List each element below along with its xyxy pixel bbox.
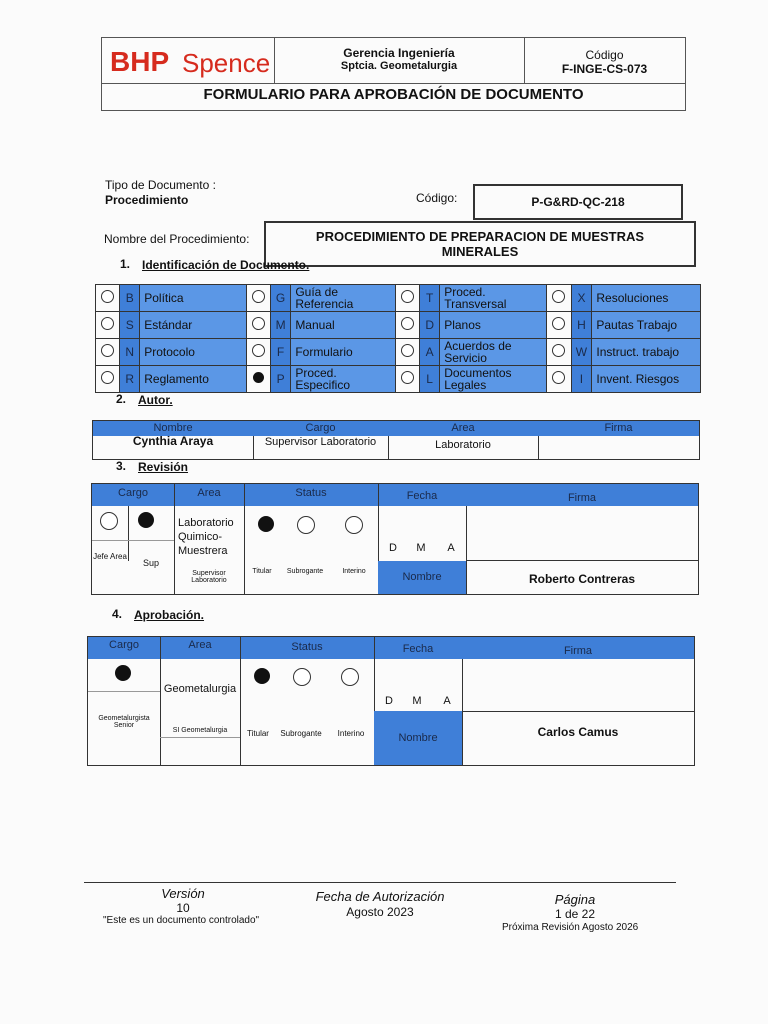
author-cargo: Supervisor Laboratorio [264,436,377,448]
rev-status-subrogante-radio[interactable] [297,516,315,534]
identification-label: Acuerdos de Servicio [440,339,547,366]
codigo-label: Código: [416,191,458,205]
identification-radio-cell[interactable] [246,339,270,366]
revision-table [91,483,699,595]
footer-controlled: "Este es un documento controlado" [103,915,260,926]
rev-hdr-fecha: Fecha [406,490,438,502]
form-header [101,37,686,111]
apr-hdr-firma: Firma [563,645,593,657]
rev-area-small: Supervisor Laboratorio [191,570,227,584]
identification-code: A [420,339,440,366]
identification-code: L [420,366,440,393]
rev-area-value: Laboratorio Quimico-Muestrera [178,517,234,557]
radio-empty-icon[interactable] [101,317,114,330]
identification-code: H [571,312,592,339]
section2-title: Autor. [138,393,173,407]
identification-radio-cell[interactable] [547,339,571,366]
author-name: Cynthia Araya [132,434,214,448]
section1-number: 1. [120,257,131,271]
identification-code: R [120,366,140,393]
identification-label: Invent. Riesgos [592,366,701,393]
identification-radio-cell[interactable] [547,312,571,339]
radio-empty-icon[interactable] [401,371,414,384]
apr-status-interino-radio[interactable] [341,668,359,686]
identification-radio-cell[interactable] [96,366,120,393]
radio-empty-icon[interactable] [252,344,265,357]
apr-fecha-d: D [385,695,393,707]
section2-number: 2. [116,392,127,406]
rev-status-titular: Titular [252,568,272,575]
radio-empty-icon[interactable] [552,290,565,303]
identification-label: Manual [291,312,396,339]
author-hdr-firma: Firma [604,422,633,434]
identification-label: Reglamento [140,366,246,393]
rev-cargo-radio-jefe[interactable] [100,512,118,530]
identification-code: G [270,285,290,312]
apr-area-small: SI Geometalurgia [172,727,228,734]
identification-label: Instruct. trabajo [592,339,701,366]
radio-empty-icon[interactable] [252,317,265,330]
apr-hdr-fecha: Fecha [402,643,434,655]
identification-code: T [420,285,440,312]
rev-hdr-firma: Firma [567,492,597,504]
dept-line2: Sptcia. Geometalurgia [340,60,458,72]
codigo-value: P-G&RD-QC-218 [473,184,683,220]
identification-label: Formulario [291,339,396,366]
footer-fecha-value: Agosto 2023 [346,905,414,919]
brand-logo [102,38,275,83]
identification-code: I [571,366,592,393]
author-area: Laboratorio [435,439,491,451]
header-divider [102,83,685,84]
radio-empty-icon[interactable] [401,344,414,357]
radio-empty-icon[interactable] [401,290,414,303]
identification-radio-cell[interactable] [96,285,120,312]
radio-empty-icon[interactable] [101,290,114,303]
identification-label: Protocolo [140,339,246,366]
identification-radio-cell[interactable] [395,366,419,393]
section3-number: 3. [116,459,127,473]
apr-status-titular-radio[interactable] [254,668,270,684]
identification-code: F [270,339,290,366]
identification-code: S [120,312,140,339]
nombre-value-box [264,221,696,267]
identification-radio-cell[interactable] [395,285,419,312]
rev-hdr-area: Area [197,487,221,499]
apr-hdr-status: Status [291,641,323,653]
identification-row [96,285,701,312]
apr-nombre-label: Nombre [374,711,462,765]
tipo-value: Procedimiento [105,193,189,207]
identification-row [96,366,701,393]
radio-empty-icon[interactable] [101,344,114,357]
approval-table [87,636,695,766]
apr-cargo-radio[interactable] [115,665,131,681]
radio-empty-icon[interactable] [101,371,114,384]
footer-pagina-value: 1 de 22 [554,907,596,921]
identification-radio-cell[interactable] [547,285,571,312]
radio-selected-icon[interactable] [253,372,264,383]
nombre-label: Nombre del Procedimiento: [104,232,250,246]
author-hdr-cargo: Cargo [305,422,336,434]
footer-fecha-label: Fecha de Autorización [315,889,445,904]
apr-status-subrogante: Subrogante [280,729,322,738]
rev-cargo-sup-label: Sup [142,558,159,568]
nombre-value-line1: PROCEDIMIENTO DE PREPARACION DE MUESTRAS [315,229,645,244]
footer-next-review: Próxima Revisión Agosto 2026 [502,922,639,933]
brand-main: BHP [110,46,170,77]
section4-title: Aprobación. [134,608,205,622]
identification-label: Estándar [140,312,246,339]
identification-radio-cell[interactable] [395,339,419,366]
rev-status-interino-radio[interactable] [345,516,363,534]
identification-radio-cell[interactable] [547,366,571,393]
rev-cargo-radio-sup[interactable] [138,512,154,528]
apr-cargo-value: Geometalurgista Senior [98,715,150,729]
identification-label: Resoluciones [592,285,701,312]
section4-number: 4. [112,607,123,621]
identification-row [96,339,701,366]
identification-label: Documentos Legales [440,366,547,393]
identification-radio-cell[interactable] [96,312,120,339]
section1-title: Identificación de Documento. [142,258,310,272]
identification-label: Proced. Especifico [291,366,396,393]
radio-empty-icon[interactable] [252,290,265,303]
radio-empty-icon[interactable] [401,317,414,330]
identification-radio-cell[interactable] [395,312,419,339]
code-value: F-INGE-CS-073 [561,62,648,76]
rev-cargo-jefe-label: Jefe Area [93,552,127,561]
footer-pagina-label: Página [554,892,596,907]
section3-title: Revisión [138,460,189,474]
apr-status-interino: Interino [337,729,365,738]
identification-radio-cell[interactable] [246,366,270,393]
identification-label: Proced. Transversal [440,285,547,312]
footer-version-value: 10 [176,901,190,915]
nombre-value-line2: MINERALES [441,244,519,259]
rev-fecha-a: A [447,542,455,554]
identification-radio-cell[interactable] [246,285,270,312]
identification-code: B [120,285,140,312]
rev-hdr-cargo: Cargo [118,487,148,499]
identification-label: Planos [440,312,547,339]
identification-radio-cell[interactable] [246,312,270,339]
author-table [92,420,700,460]
tipo-label: Tipo de Documento : [105,178,216,192]
footer-version-label: Versión [161,886,205,901]
rev-status-titular-radio[interactable] [258,516,274,532]
identification-row [96,312,701,339]
rev-status-subrogante: Subrogante [286,568,324,575]
apr-status-subrogante-radio[interactable] [293,668,311,686]
code-label: Código [585,48,624,62]
author-hdr-nombre: Nombre [153,422,193,434]
rev-nombre-value: Roberto Contreras [528,572,635,586]
apr-area-value: Geometalurgia [163,683,237,695]
rev-fecha-d: D [389,542,397,554]
footer-rule [84,882,676,883]
identification-radio-cell[interactable] [96,339,120,366]
dept-line1: Gerencia Ingeniería [343,46,455,60]
identification-table [95,284,701,393]
radio-empty-icon[interactable] [552,371,565,384]
brand-sub: Spence [182,48,271,78]
author-hdr-area: Area [451,422,475,434]
form-title: FORMULARIO PARA APROBACIÓN DE DOCUMENTO [203,86,584,103]
department-cell [274,38,525,83]
apr-fecha-a: A [443,695,451,707]
rev-hdr-status: Status [295,487,327,499]
identification-code: P [270,366,290,393]
identification-code: X [571,285,592,312]
rev-nombre-label: Nombre [378,561,466,594]
radio-empty-icon[interactable] [552,317,565,330]
apr-hdr-cargo: Cargo [109,639,139,651]
identification-code: M [270,312,290,339]
apr-nombre-value: Carlos Camus [537,725,619,739]
code-cell [524,38,685,83]
identification-label: Pautas Trabajo [592,312,701,339]
rev-fecha-m: M [416,542,426,554]
rev-status-interino: Interino [342,568,366,575]
identification-code: W [571,339,592,366]
apr-hdr-area: Area [188,639,212,651]
radio-empty-icon[interactable] [552,344,565,357]
identification-code: D [420,312,440,339]
apr-fecha-m: M [412,695,422,707]
identification-label: Política [140,285,246,312]
identification-code: N [120,339,140,366]
identification-label: Guía de Referencia [291,285,396,312]
apr-status-titular: Titular [247,729,269,738]
